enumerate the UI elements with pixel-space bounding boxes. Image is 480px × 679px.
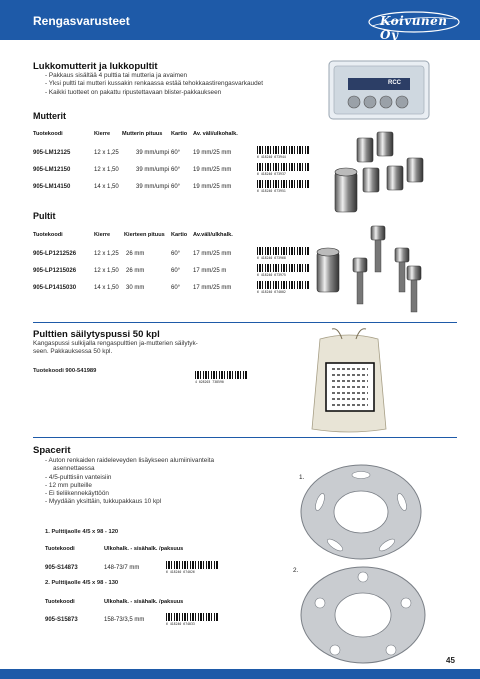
lock-nuts-image bbox=[333, 128, 433, 220]
barcode bbox=[257, 264, 309, 276]
cone: 60° bbox=[171, 167, 181, 173]
thread: 12 x 1,50 bbox=[94, 167, 119, 173]
storage-bag-image bbox=[302, 325, 396, 437]
text-line: Kangaspussi sulkijalla rengaspulttien ja-mutterien säilytyk- bbox=[33, 340, 198, 347]
barcode bbox=[257, 163, 309, 175]
ean-number: 6 418240 673951 bbox=[257, 188, 286, 193]
col-header: Kartio bbox=[171, 232, 188, 238]
barcode bbox=[166, 613, 218, 625]
barcode bbox=[257, 180, 309, 192]
thread: 14 x 1,50 bbox=[94, 184, 119, 190]
section-title-bag: Pulttien säilytyspussi 50 kpl bbox=[33, 329, 160, 340]
image-label: 1. bbox=[299, 474, 305, 481]
size: 17 mm/25 mm bbox=[193, 285, 232, 291]
logo-text: Koivunen Oy bbox=[380, 14, 448, 42]
spacer-group-title: 1. Pulttijaolle 4/5 x 98 - 120 bbox=[45, 529, 119, 535]
col-header: Ulkohalk. - sisähalk. /paksuus bbox=[104, 599, 184, 605]
col-header: Av.väli/ulkhalk. bbox=[193, 232, 233, 238]
page-number: 45 bbox=[446, 656, 455, 665]
image-label: 2. bbox=[293, 567, 299, 574]
col-header: Tuotekoodi bbox=[33, 232, 63, 238]
barcode bbox=[195, 371, 247, 383]
col-header: Kierre bbox=[94, 131, 111, 137]
blister-pack-image bbox=[328, 60, 430, 120]
locknuts-bullets bbox=[45, 72, 263, 97]
divider bbox=[33, 437, 457, 438]
col-header: Kierre bbox=[94, 232, 111, 238]
size: 19 mm/25 mm bbox=[193, 150, 232, 156]
dimension: 158-73/3,5 mm bbox=[104, 617, 145, 623]
thread: 12 x 1,25 bbox=[94, 150, 119, 156]
bullet-item: - Kaikki tuotteet on pakattu ripustettavaan blister-pakkaukseen bbox=[45, 88, 222, 96]
header-bar bbox=[0, 0, 480, 40]
bullet-item: - 12 mm pulteille bbox=[45, 481, 92, 489]
col-header: Ulkohalk. - sisähalk. /paksuus bbox=[104, 546, 184, 552]
ean-number: 6 418240 674002 bbox=[257, 289, 286, 294]
bullet-item: - Yksi pultti tai mutteri kussakin renkaassa estää tehokkaastirengasvarkaudet bbox=[45, 80, 263, 88]
cone: 60° bbox=[171, 184, 181, 190]
cone: 60° bbox=[171, 285, 181, 291]
cone: 60° bbox=[171, 150, 181, 156]
spacer-bullets bbox=[45, 457, 214, 507]
section-title-spacers: Spacerit bbox=[33, 445, 71, 456]
subsection-title-nuts: Mutterit bbox=[33, 111, 66, 121]
bullet-item: - Auton renkaiden raideleveyden lisäykseen alumiinivanteita bbox=[45, 457, 215, 464]
cone: 60° bbox=[171, 268, 181, 274]
size: 19 mm/25 mm bbox=[193, 184, 232, 190]
length: 39 mm/umpi bbox=[136, 167, 170, 173]
section-title-locknuts: Lukkomutterit ja lukkopultit bbox=[33, 61, 158, 72]
ean-number: 6 418240 674033 bbox=[166, 621, 195, 626]
col-header: Kierteen pituus bbox=[124, 232, 165, 238]
bullet-item: asennettaessa bbox=[53, 465, 95, 473]
length: 26 mm bbox=[126, 268, 145, 274]
subsection-title-bolts: Pultit bbox=[33, 211, 56, 221]
col-header: Tuotekoodi bbox=[33, 131, 63, 137]
thread: 12 x 1,50 bbox=[94, 268, 119, 274]
col-header: Tuotekoodi bbox=[45, 599, 75, 605]
col-header: Mutterin pituus bbox=[122, 131, 163, 137]
ean-number: 6 418240 673968 bbox=[257, 255, 286, 260]
product-code: 905-S15873 bbox=[45, 617, 78, 623]
ean-number: 6 418240 674026 bbox=[166, 569, 195, 574]
col-header: Av. väli/ulkohalk. bbox=[193, 131, 238, 137]
cone: 60° bbox=[171, 251, 181, 257]
lock-bolts-image bbox=[315, 222, 435, 320]
bag-description bbox=[33, 340, 198, 357]
thread: 12 x 1,25 bbox=[94, 251, 119, 257]
product-code: 905-LM14150 bbox=[33, 184, 71, 190]
bullet-item: - Myydään yksittäin, tukkupakkaus 10 kpl bbox=[45, 498, 162, 506]
length: 26 mm bbox=[126, 251, 145, 257]
barcode bbox=[166, 561, 218, 573]
ean-number: 6 418240 673944 bbox=[257, 154, 286, 159]
barcode bbox=[257, 247, 309, 259]
barcode bbox=[257, 146, 309, 158]
bag-product-code: Tuotekoodi 900-541989 bbox=[33, 368, 97, 374]
size: 19 mm/25 mm bbox=[193, 167, 232, 173]
thread: 14 x 1,50 bbox=[94, 285, 119, 291]
package-label: RCC bbox=[388, 80, 401, 86]
bullet-item: - Pakkaus sisältää 4 pulttia tai mutteria ja avaimen bbox=[45, 72, 188, 79]
size: 17 mm/25 mm bbox=[193, 251, 232, 257]
length: 39 mm/umpi bbox=[136, 184, 170, 190]
ean-number: 4 028203 738590 bbox=[195, 379, 224, 384]
length: 39 mm/umpi bbox=[136, 150, 170, 156]
product-code: 905-LP1415030 bbox=[33, 285, 77, 291]
col-header: Kartio bbox=[171, 131, 188, 137]
bullet-item: - Ei tieliikennekäyttöön bbox=[45, 490, 109, 498]
size: 17 mm/25 m bbox=[193, 268, 227, 274]
footer-bar bbox=[0, 669, 480, 679]
bullet-item: - 4/5-pulttisiin vanteisiin bbox=[45, 473, 112, 481]
spacer-ring-image-1 bbox=[298, 462, 424, 562]
product-code: 905-LP1212526 bbox=[33, 251, 77, 257]
barcode bbox=[257, 281, 309, 293]
spacer-group-title: 2. Pulttijaolle 4/5 x 98 - 130 bbox=[45, 580, 119, 586]
length: 30 mm bbox=[126, 285, 145, 291]
spacer-ring-image-2 bbox=[298, 565, 428, 665]
col-header: Tuotekoodi bbox=[45, 546, 75, 552]
text-line: seen. Pakkauksessa 50 kpl. bbox=[33, 348, 113, 356]
product-code: 905-S14873 bbox=[45, 565, 78, 571]
divider bbox=[33, 322, 457, 323]
page-title: Rengasvarusteet bbox=[33, 14, 130, 28]
ean-number: 6 418240 673937 bbox=[257, 171, 286, 176]
product-code: 905-LM12125 bbox=[33, 150, 71, 156]
product-code: 905-LP1215026 bbox=[33, 268, 77, 274]
brand-logo bbox=[368, 11, 460, 42]
ean-number: 6 418240 673975 bbox=[257, 272, 286, 277]
product-code: 905-LM12150 bbox=[33, 167, 71, 173]
dimension: 148-73/7 mm bbox=[104, 565, 140, 571]
